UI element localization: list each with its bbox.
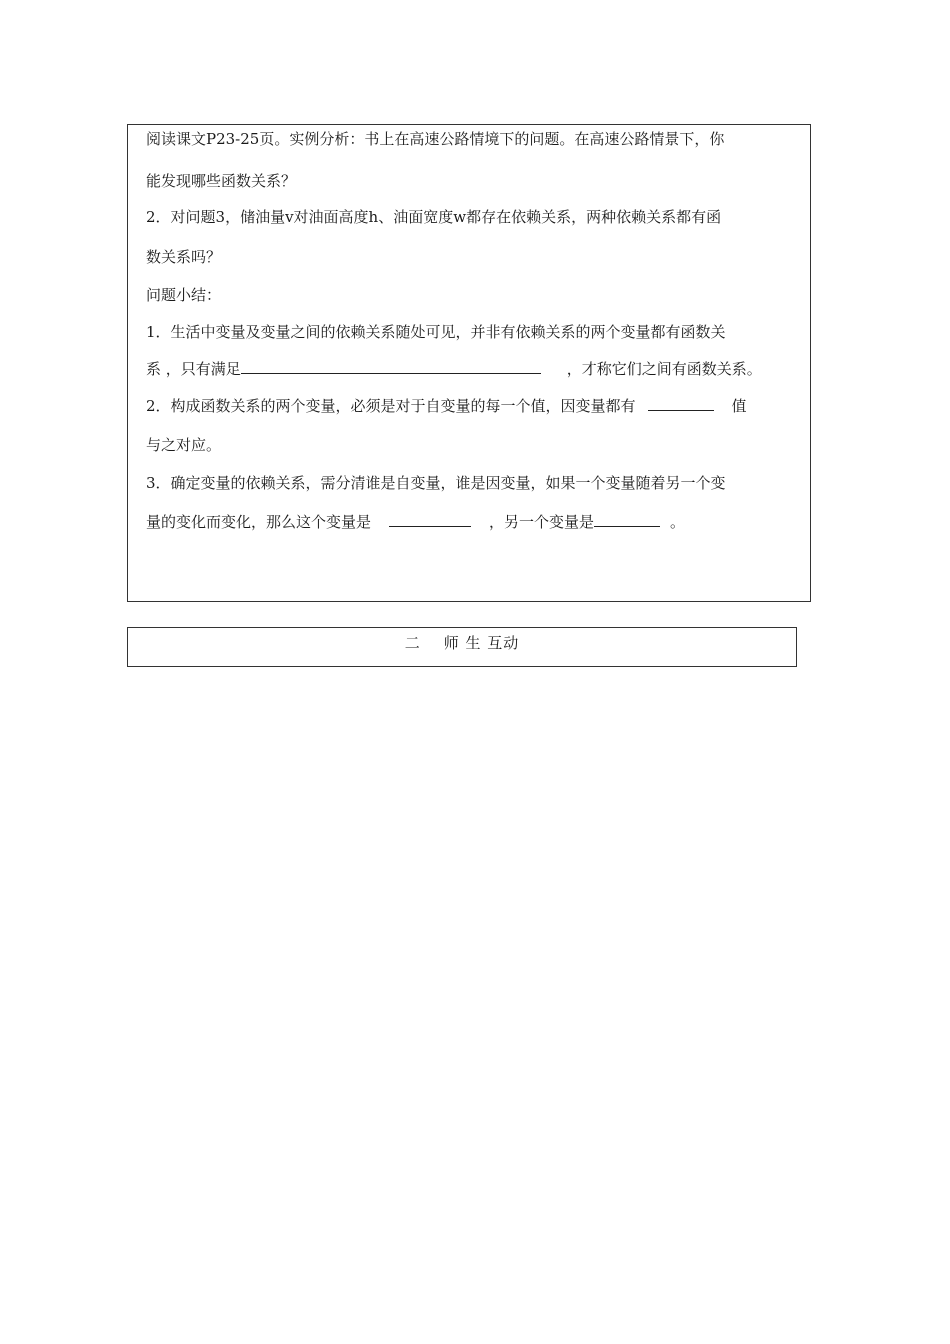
section-title: 二 师 生 互动 xyxy=(404,634,520,652)
text-line-1: 阅读课文P23-25页。实例分析：书上在高速公路情境下的问题。在高速公路情景下，你 xyxy=(146,130,725,148)
text-line-8-start: 2．构成函数关系的两个变量，必须是对于自变量的每一个值，因变量都有 xyxy=(146,397,636,415)
teacher-student-interaction-box xyxy=(127,627,797,667)
text-line-8-end: 值 xyxy=(731,397,747,415)
text-line-7-end: ，才称它们之间有函数关系。 xyxy=(566,360,762,378)
reading-analysis-box xyxy=(127,124,811,602)
text-line-10: 3．确定变量的依赖关系，需分清谁是自变量，谁是因变量，如果一个变量随着另一个变 xyxy=(146,474,726,492)
text-line-2: 能发现哪些函数关系？ xyxy=(146,172,297,190)
text-line-11-start: 量的变化而变化，那么这个变量是 xyxy=(146,513,372,531)
text-line-9: 与之对应。 xyxy=(146,436,222,454)
text-line-3: 2．对问题3，储油量v对油面高度h、油面宽度w都存在依赖关系，两种依赖关系都有函 xyxy=(146,208,722,226)
fill-blank-condition[interactable] xyxy=(241,359,541,374)
problem-summary-heading: 问题小结： xyxy=(146,286,222,304)
text-line-7 xyxy=(146,359,762,379)
text-line-11-end: 。 xyxy=(670,513,686,531)
fill-blank-independent[interactable] xyxy=(594,512,660,527)
fill-blank-unique[interactable] xyxy=(648,396,714,411)
fill-blank-dependent[interactable] xyxy=(389,512,471,527)
text-line-8 xyxy=(146,396,747,416)
text-line-7-start: 系 ，只有满足 xyxy=(146,360,241,378)
text-line-11 xyxy=(146,512,685,532)
text-line-4: 数关系吗？ xyxy=(146,248,222,266)
text-line-6: 1．生活中变量及变量之间的依赖关系随处可见，并非有依赖关系的两个变量都有函数关 xyxy=(146,323,726,341)
text-line-11-mid: ，另一个变量是 xyxy=(489,513,595,531)
